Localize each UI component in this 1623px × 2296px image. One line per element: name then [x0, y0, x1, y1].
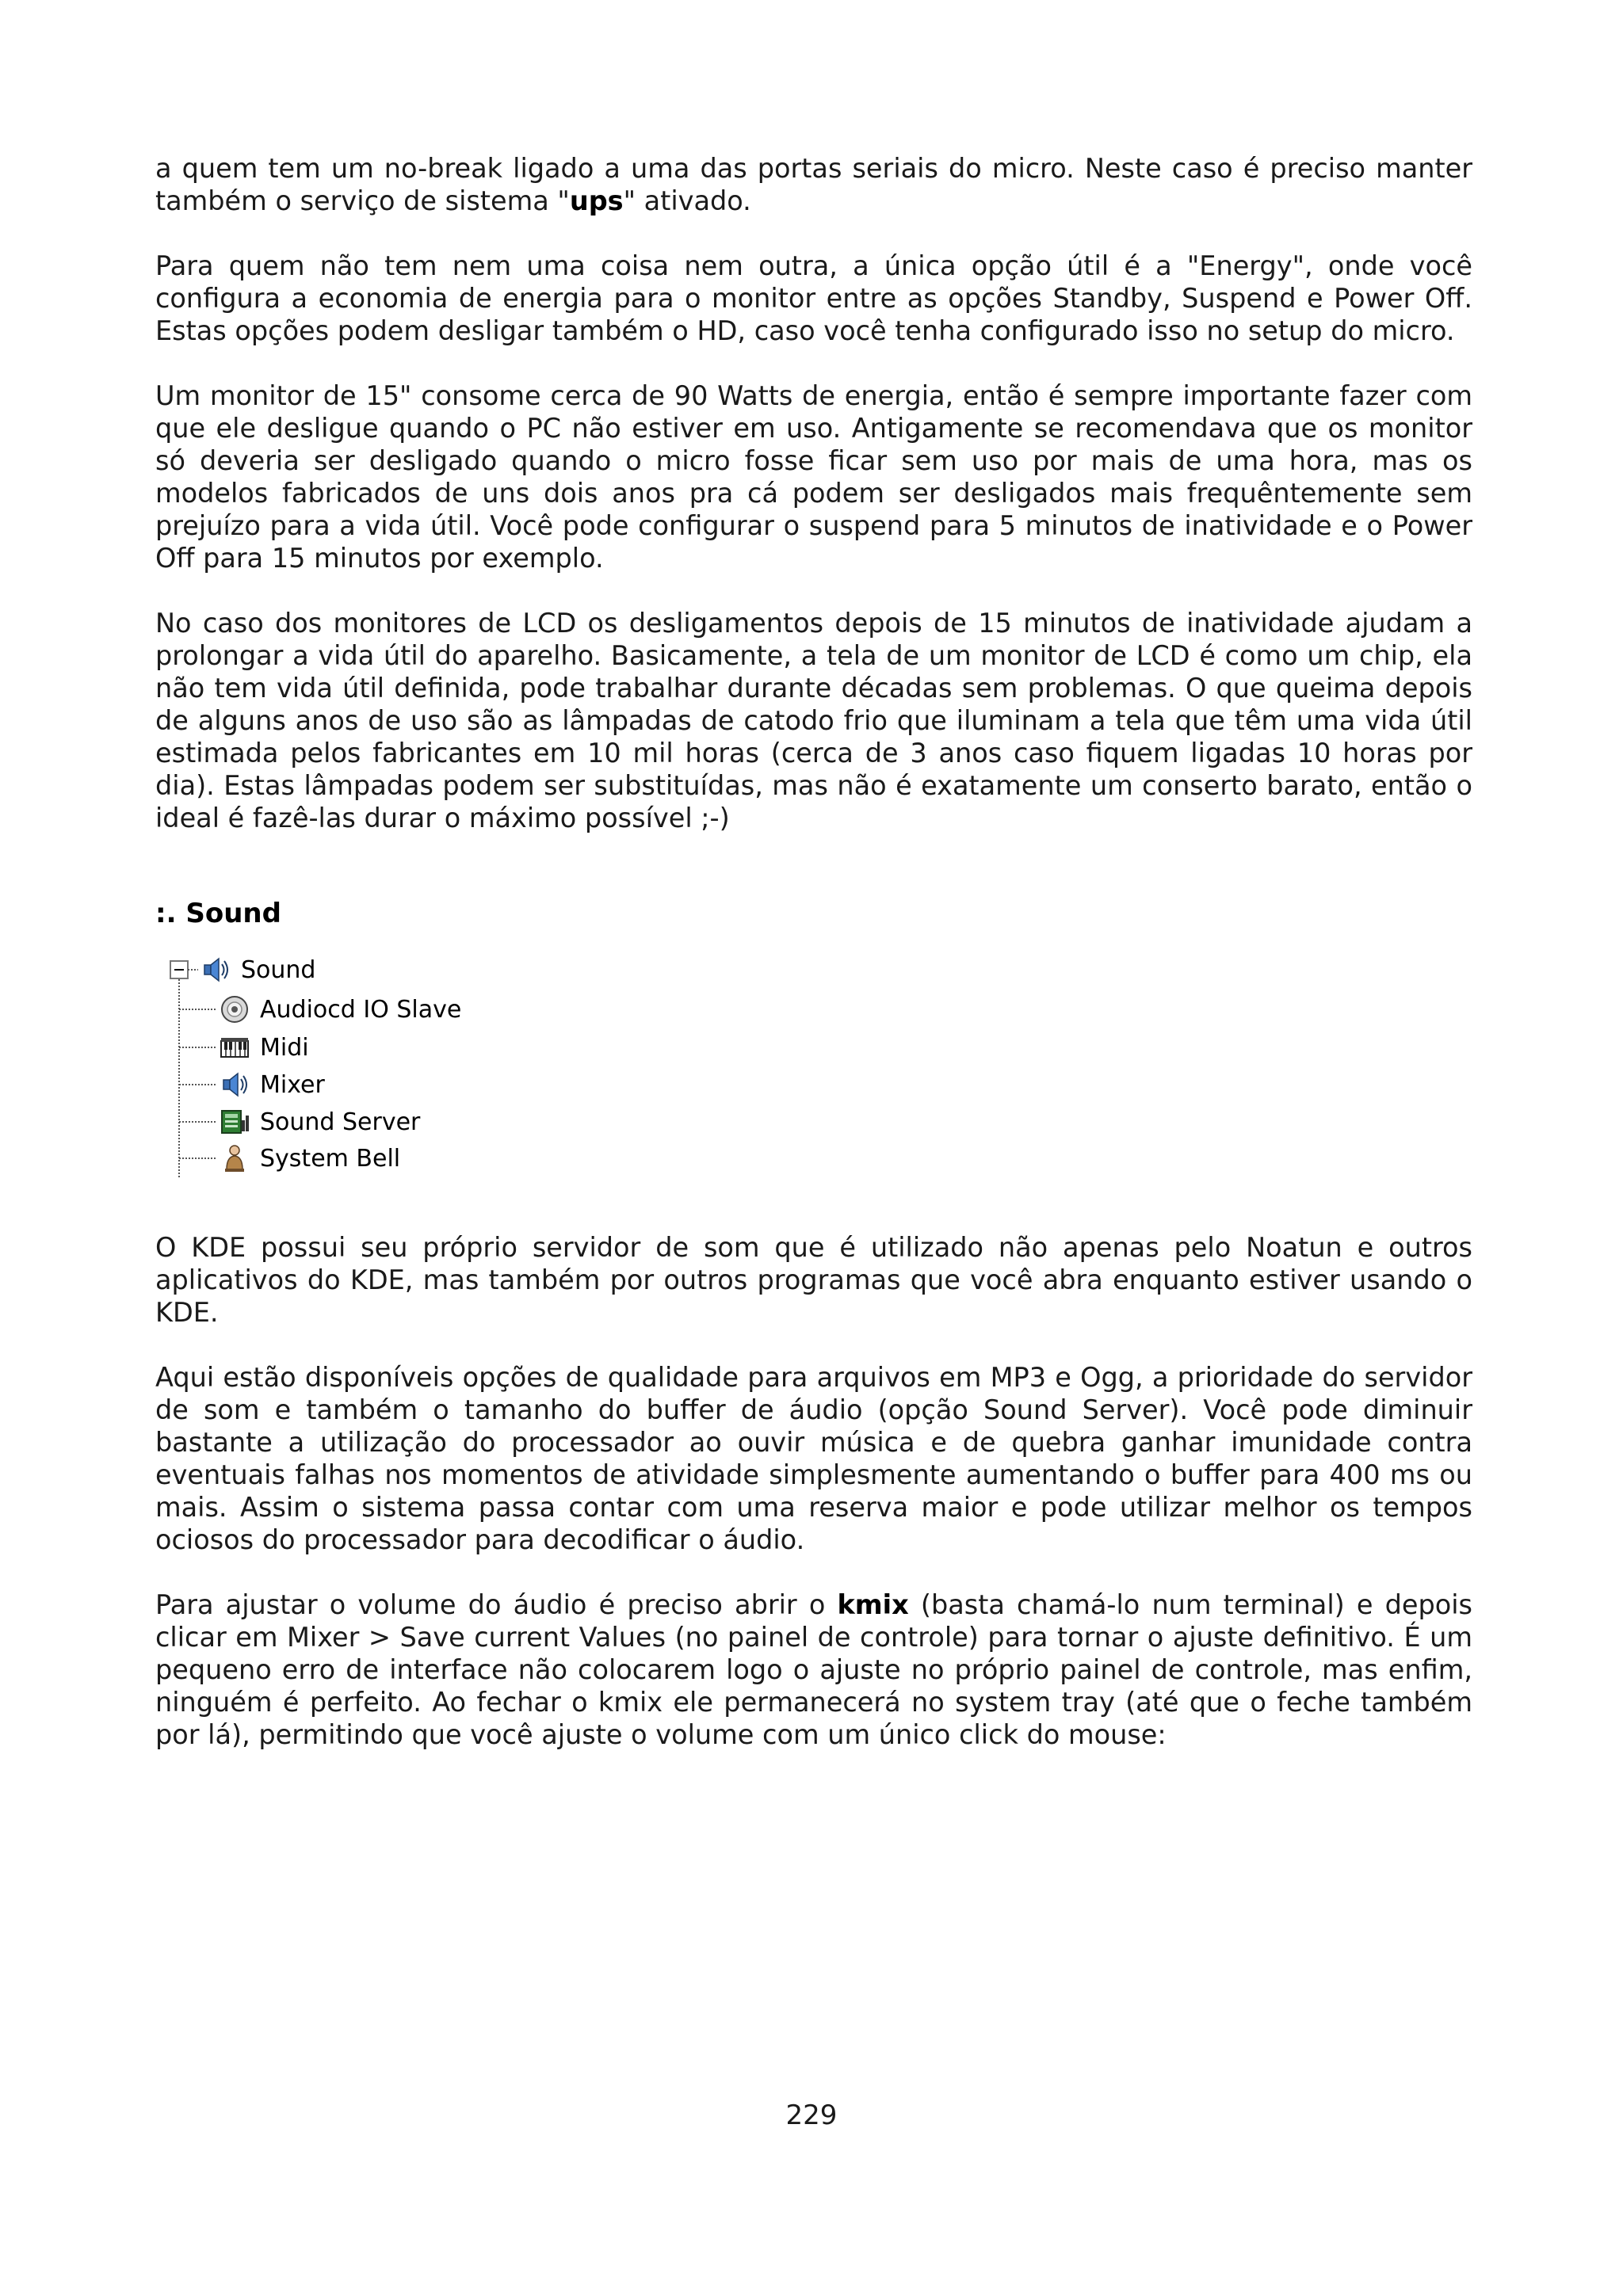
speaker-icon [219, 1069, 250, 1100]
bold-term-kmix: kmix [837, 1589, 909, 1620]
paragraph-monitor-power [155, 379, 1472, 574]
paragraph-text: a quem tem um no-break ligado a uma das portas seriais do micro. Neste caso é preciso manter também o serviço de sistema " [155, 153, 1472, 216]
tree-item-label: Midi [260, 1033, 309, 1062]
paragraph-kmix [155, 1589, 1472, 1751]
person-icon [219, 1142, 250, 1174]
bold-term-ups: ups [569, 185, 624, 216]
paragraph-text: Aqui estão disponíveis opções de qualidade para arquivos em MP3 e Ogg, a prioridade do servidor de som e também o tamanho do buffer de áudio (opção Sound Server). Você pode diminuir bastante a utilização do processador ao ouvir música e de quebra ganhar imunidade contra eventuais falhas nos momentos de atividade simplesmente aumentando o buffer para 400 ms ou mais. Assim o sistema passa contar com uma reserva maior e pode utilizar melhor os tempos ociosos do processador para decodificar o áudio. [155, 1362, 1472, 1555]
sound-tree [163, 954, 607, 1184]
sound-server-icon [219, 1106, 250, 1138]
keyboard-icon [219, 1032, 250, 1063]
tree-item-sound[interactable] [200, 954, 315, 986]
tree-item-label: Mixer [260, 1070, 325, 1099]
tree-item-label: System Bell [260, 1144, 401, 1173]
paragraph-kde-sound-server [155, 1231, 1472, 1329]
paragraph-ups [155, 152, 1472, 217]
section-title: :. Sound [155, 898, 281, 929]
tree-item-sound-server[interactable] [219, 1106, 420, 1138]
paragraph-text: No caso dos monitores de LCD os desligamentos depois de 15 minutos de inatividade ajudam a prolongar a vida útil do aparelho. Basicamente, a tela de um monitor de LCD é como um chip, ela não tem vida útil definida, pode trabalhar durante décadas sem problemas. O que queima depois de alguns anos de uso são as lâmpadas de catodo frio que iluminam a tela que têm uma vida útil estimada pelos fabricantes em 10 mil horas (cerca de 3 anos caso fiquem ligadas 10 horas por dia). Estas lâmpadas podem ser substituídas, mas não é exatamente um conserto barato, então o ideal é fazê-las durar o máximo possível ;-) [155, 608, 1472, 833]
paragraph-energy [155, 250, 1472, 347]
tree-item-mixer[interactable] [219, 1069, 325, 1100]
paragraph-text: (basta chamá-lo num terminal) e depois clicar em Mixer > Save current Values (no painel de controle) para tornar o ajuste definitivo. É um pequeno erro de interface não colocarem logo o ajuste no próprio painel de controle, mas enfim, ninguém é perfeito. Ao fechar o kmix ele permanecerá no system tray (até que o feche também por lá), permitindo que você ajuste o volume com um único click do mouse: [155, 1589, 1472, 1750]
paragraph-text: O KDE possui seu próprio servidor de som que é utilizado não apenas pelo Noatun e outros aplicativos do KDE, mas também por outros programas que você abra enquanto estiver usando o KDE. [155, 1232, 1472, 1328]
tree-item-midi[interactable] [219, 1032, 309, 1063]
speaker-icon [200, 954, 231, 986]
paragraph-text: " ativado. [623, 185, 751, 216]
paragraph-text: Para quem não tem nem uma coisa nem outra, a única opção útil é a "Energy", onde você configura a economia de energia para o monitor entre as opções Standby, Suspend e Power Off. Estas opções podem desligar também o HD, caso você tenha configurado isso no setup do micro. [155, 250, 1472, 346]
tree-item-label: Audiocd IO Slave [260, 995, 462, 1024]
paragraph-text: Um monitor de 15" consome cerca de 90 Watts de energia, então é sempre importante fazer com que ele desligue quando o PC não estiver em uso. Antigamente se recomendava que os monitor só deveria ser desligado quando o micro fosse ficar sem uso por mais de uma hora, mas os modelos fabricados de uns dois anos pra cá podem ser desligados mais frequêntemente sem prejuízo para a vida útil. Você pode configurar o suspend para 5 minutos de inatividade e o Power Off para 15 minutos por exemplo. [155, 380, 1472, 574]
paragraph-quality-options [155, 1361, 1472, 1556]
tree-item-label: Sound Server [260, 1108, 421, 1136]
cd-icon [219, 994, 250, 1025]
tree-item-label: Sound [241, 955, 316, 984]
tree-item-system-bell[interactable] [219, 1142, 400, 1174]
paragraph-text: Para ajustar o volume do áudio é preciso abrir o [155, 1589, 838, 1620]
tree-item-audiocd-io-slave[interactable] [219, 994, 461, 1025]
paragraph-lcd [155, 607, 1472, 834]
page-number: 229 [785, 2100, 838, 2131]
